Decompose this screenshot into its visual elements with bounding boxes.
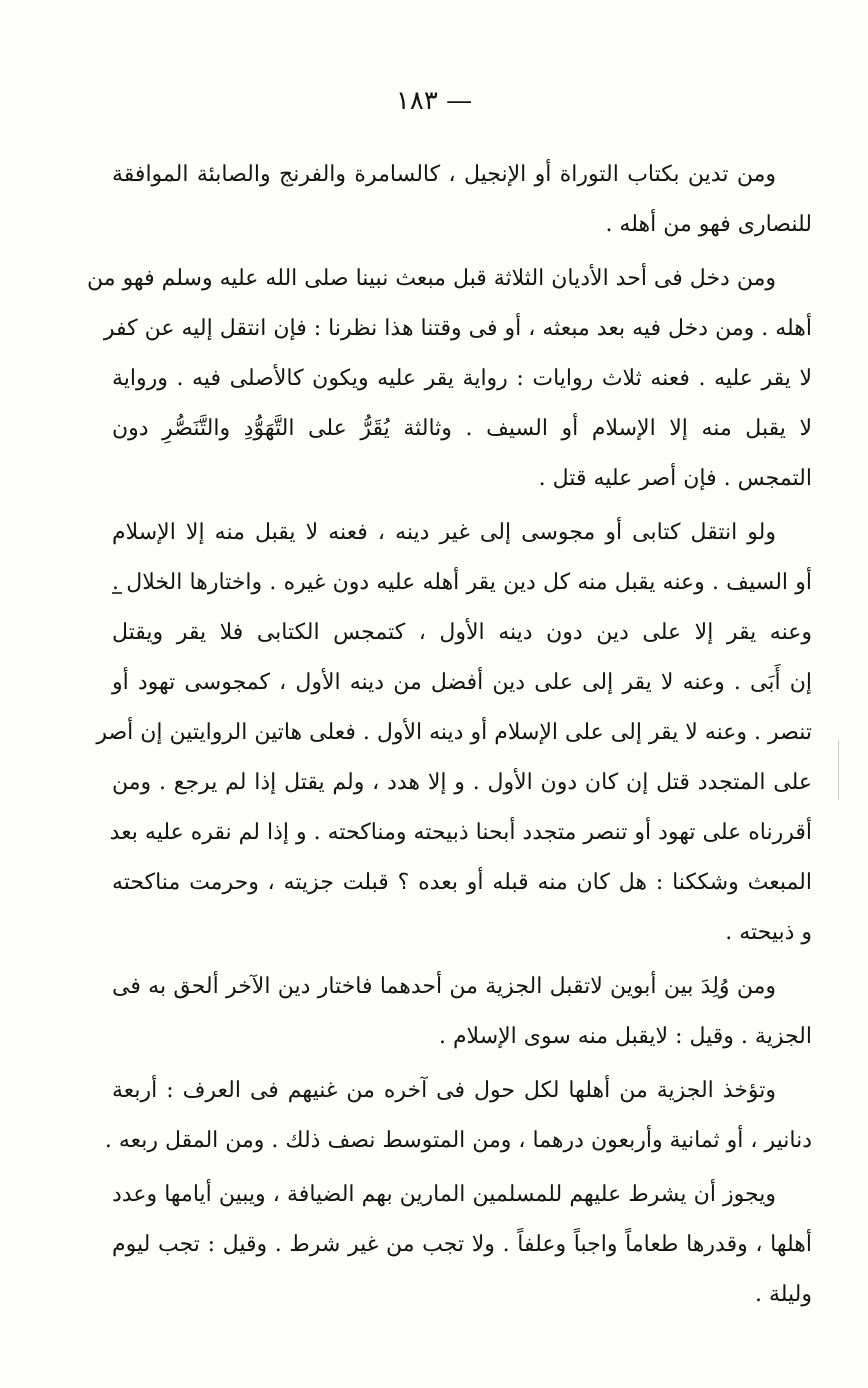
text-line: ويجوز أن يشرط عليهم للمسلمين المارين بهم الضيافة ، ويبين أيامها وعدد [112, 1182, 776, 1207]
text-line: تنصر . وعنه لا يقر إلى على الإسلام أو دينه الأول . فعلى هاتين الروايتين إن أصر [96, 720, 812, 745]
text-line: أهله . ومن دخل فيه بعد مبعثه ، أو فى وقتنا هذا نظرنا : فإن انتقل إليه عن كفر [103, 316, 812, 341]
text-line: و ذبيحته . [725, 920, 812, 945]
text-line: إن أَبَى . وعنه لا يقر إلى على دين أفضل من دينه الأول ، كمجوسى تهود أو [112, 670, 812, 695]
page-number: — ١٨٣ [395, 86, 473, 116]
paragraph-4 [112, 962, 812, 1062]
page-text [87, 150, 812, 1324]
text-line: أهلها ، وقدرها طعاماً واجباً وعلفاً . ولا تجب من غير شرط . وقيل : تجب ليوم [112, 1232, 812, 1257]
text-line: لا يقر عليه . فعنه ثلاث روايات : رواية يقر عليه ويكون كالأصلى فيه . ورواية [112, 366, 812, 391]
text-line: المبعث وشككنا : هل كان منه قبله أو بعده ؟ قبلت جزيته ، وحرمت مناكحته [112, 870, 812, 895]
text-line: ومن وُلِدَ بين أبوين لاتقبل الجزية من أحدهما فاختار دين الآخر ألحق به فى [112, 974, 776, 999]
text-line: وليلة . [754, 1282, 812, 1307]
paragraph-6 [112, 1170, 812, 1320]
text-line: للنصارى فهو من أهله . [605, 212, 812, 237]
paragraph-5 [104, 1066, 812, 1166]
text-line: وتؤخذ الجزية من أهلها لكل حول فى آخره من غنيهم فى العرف : أربعة [112, 1078, 776, 1103]
text-line: أقررناه على تهود أو تنصر متجدد أبحنا ذبيحته ومناكحته . و إذا لم نقره عليه بعد [109, 820, 812, 845]
text-line: على المتجدد قتل إن كان دون الأول . و إلا هدد ، ولم يقتل إذا لم يرجع . ومن [112, 770, 812, 795]
text-line: ومن دخل فى أحد الأديان الثلاثة قبل مبعث نبينا صلى الله عليه وسلم فهو من [87, 266, 776, 291]
text-line: ومن تدين بكتاب التوراة أو الإنجيل ، كالسامرة والفرنج والصابئة الموافقة [112, 162, 776, 187]
paragraph-1 [112, 150, 812, 250]
text-line: دنانير ، أو ثمانية وأربعون درهما ، ومن المتوسط نصف ذلك . ومن المقل ربعه . [104, 1128, 812, 1153]
text-line: ولو انتقل كتابى أو مجوسى إلى غير دينه ، فعنه لا يقبل منه إلا الإسلام [112, 520, 776, 545]
paragraph-3 [96, 508, 812, 958]
text-line: أو السيف . وعنه يقبل منه كل دين يقر أهله عليه دون غيره . واختارها الخلال . [112, 570, 812, 595]
paragraph-2 [87, 254, 812, 504]
margin-fold-line [838, 740, 839, 800]
text-line: الجزية . وقيل : لايقبل منه سوى الإسلام . [438, 1024, 812, 1049]
text-line: التمجس . فإن أصر عليه قتل . [538, 466, 812, 491]
text-line: لا يقبل منه إلا الإسلام أو السيف . وثالثة يُقَرُّ على التَّهَوُّدِ والتَّنَصُّرِ دون [112, 416, 812, 441]
text-line: وعنه يقر إلا على دين دون دينه الأول ، كتمجس الكتابى فلا يقر ويقتل [112, 620, 812, 645]
